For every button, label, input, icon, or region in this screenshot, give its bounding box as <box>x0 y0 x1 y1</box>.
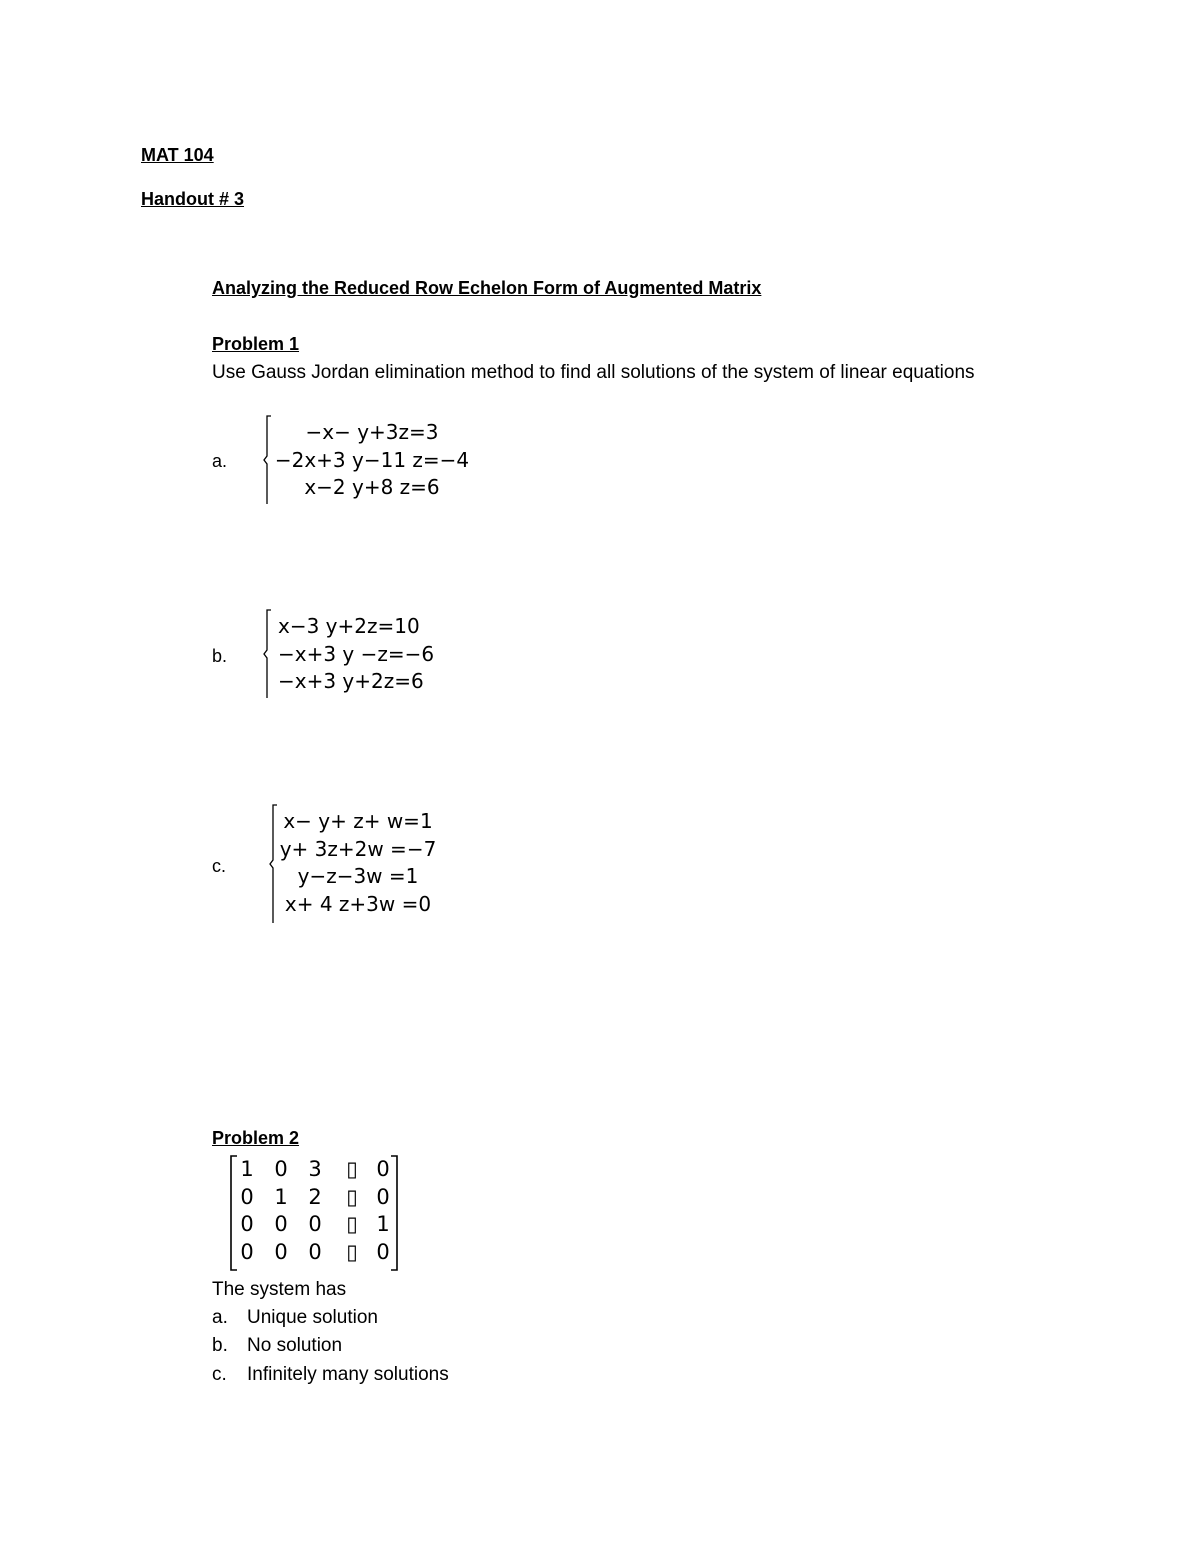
problem1-instruction: Use Gauss Jordan elimination method to find all solutions of the system of linear equations <box>212 362 975 383</box>
matrix-cell: 0 <box>240 1212 254 1236</box>
matrix-cell: 0 <box>274 1157 288 1181</box>
problem2-prompt: The system has <box>212 1279 347 1300</box>
equation-row: x− y+ z+ w=1 <box>283 809 433 833</box>
equation-row: −x+3 y −z=−6 <box>278 641 435 666</box>
matrix-cell: ▯ <box>346 1157 358 1181</box>
matrix-cell: 0 <box>376 1240 390 1264</box>
option-text: Unique solution <box>247 1307 378 1328</box>
matrix-cell: 2 <box>308 1185 322 1209</box>
equation-row: x+ 4 z+3w =0 <box>284 891 432 916</box>
matrix-cell: 0 <box>376 1157 390 1181</box>
option-b <box>212 1335 342 1357</box>
matrix-cell: 0 <box>240 1240 254 1264</box>
equation-row: x−3 y+2z=10 <box>278 614 420 638</box>
problem2-heading: Problem 2 <box>212 1128 300 1148</box>
system-c-equations <box>278 808 438 918</box>
system-b-brace <box>262 608 274 700</box>
matrix-cell: 3 <box>308 1157 322 1181</box>
equation-row: −x− y+3z=3 <box>305 420 439 444</box>
option-letter: c. <box>212 1364 227 1385</box>
problem1-heading: Problem 1 <box>212 334 300 354</box>
equation-row: y−z−3w =1 <box>297 864 419 888</box>
system-a-label: a. <box>212 451 228 471</box>
matrix-cell: 0 <box>376 1185 390 1209</box>
equation-row: −x+3 y+2z=6 <box>278 669 424 693</box>
page-title: Analyzing the Reduced Row Echelon Form of Augmented Matrix <box>212 278 762 298</box>
matrix-cell: 0 <box>274 1212 288 1236</box>
system-a-equations <box>272 419 472 502</box>
matrix-cell: 1 <box>240 1157 254 1181</box>
matrix-cell: ▯ <box>346 1185 358 1209</box>
option-text: No solution <box>247 1335 343 1356</box>
system-c-label: c. <box>212 856 227 876</box>
matrix-cell: 0 <box>308 1240 322 1264</box>
system-b-label: b. <box>212 646 228 666</box>
option-a <box>212 1307 378 1329</box>
matrix-cell: ▯ <box>346 1212 358 1236</box>
equation-row: −2x+3 y−11 z=−4 <box>274 447 470 472</box>
course-code: MAT 104 <box>141 145 214 165</box>
equation-row: x−2 y+8 z=6 <box>304 475 440 499</box>
handout-number: Handout # 3 <box>141 189 245 209</box>
matrix-cell: 0 <box>308 1212 322 1236</box>
equation-row: y+ 3z+2w =−7 <box>279 836 437 861</box>
matrix-cell: 1 <box>274 1185 288 1209</box>
matrix-cell: ▯ <box>346 1240 358 1264</box>
matrix-cell: 0 <box>274 1240 288 1264</box>
option-c <box>212 1364 449 1386</box>
matrix-cell: 0 <box>240 1185 254 1209</box>
augmented-matrix <box>228 1154 400 1272</box>
matrix-cell: 1 <box>376 1212 390 1236</box>
system-b-equations <box>278 613 434 696</box>
option-letter: a. <box>212 1307 228 1328</box>
option-letter: b. <box>212 1335 228 1356</box>
option-text: Infinitely many solutions <box>247 1364 449 1385</box>
